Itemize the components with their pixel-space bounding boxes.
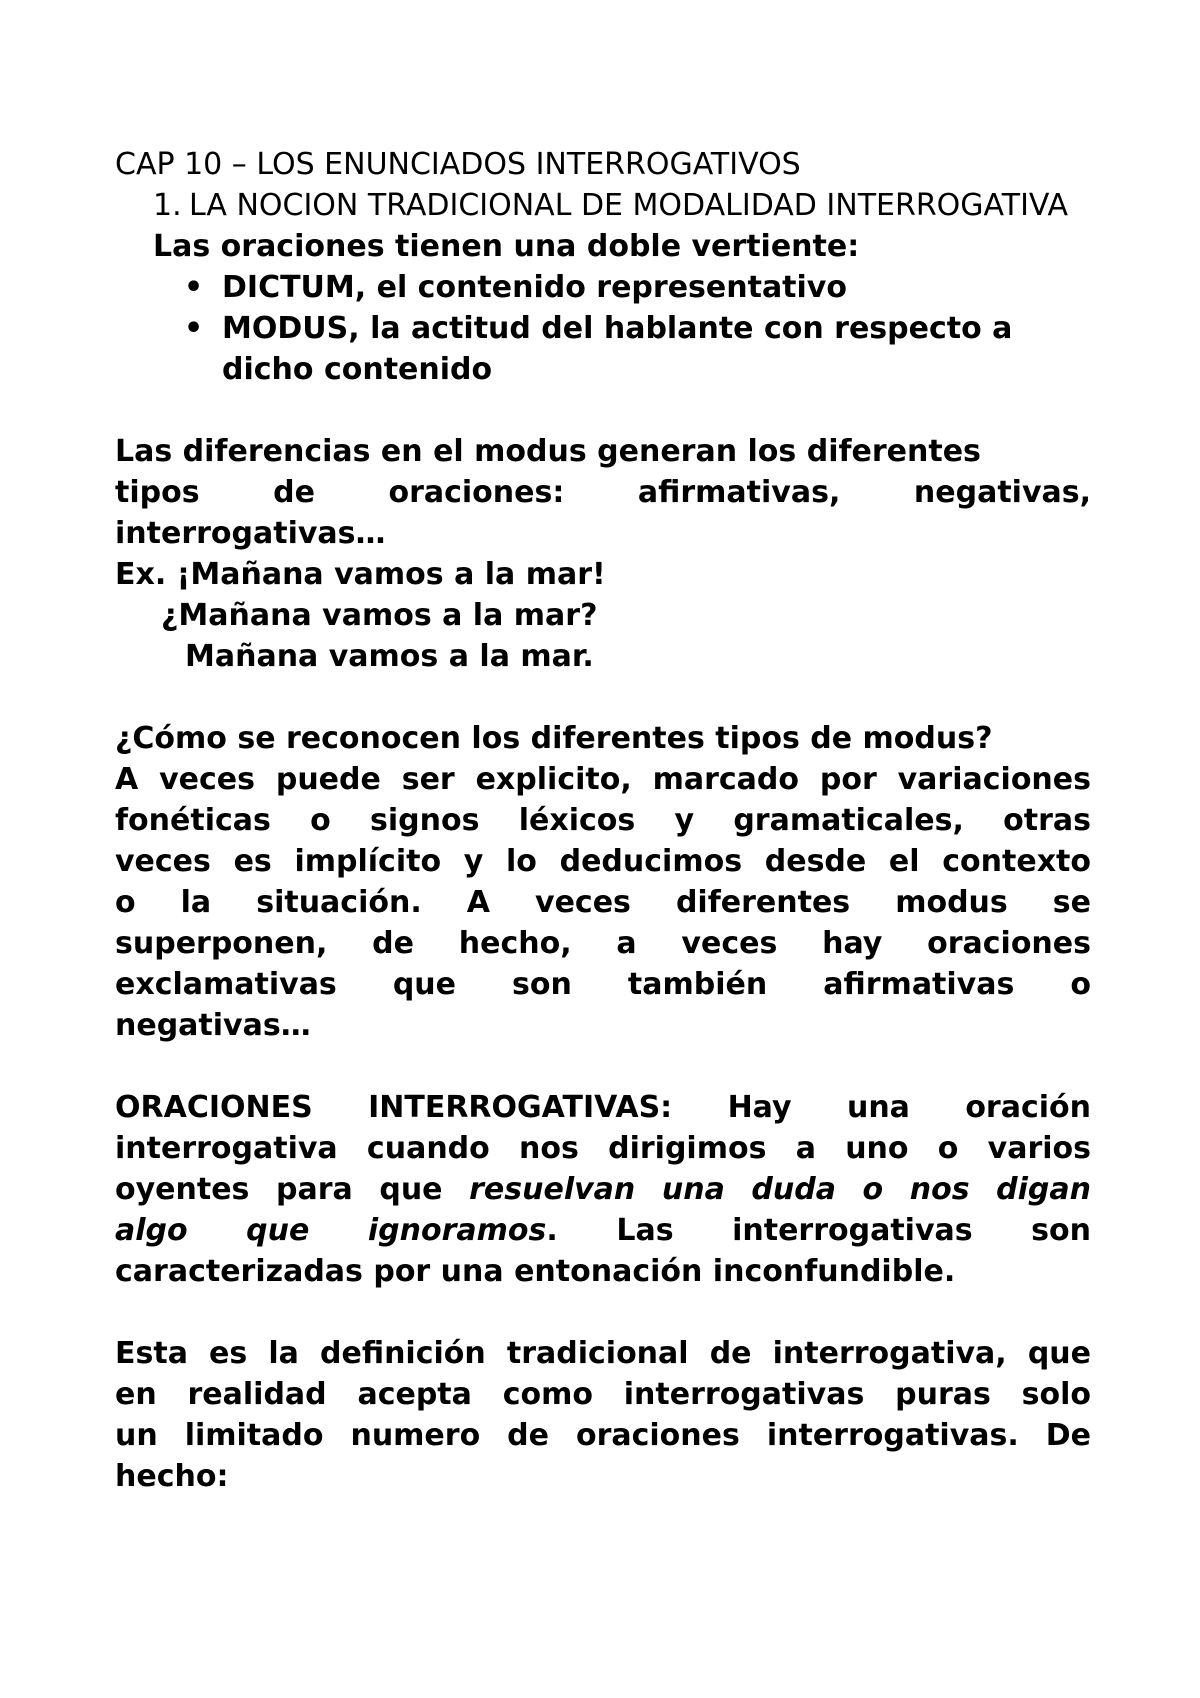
list-item bbox=[115, 267, 1091, 308]
bullet-marker: • bbox=[184, 270, 204, 305]
example-interrogative: ¿Mañana vamos a la mar? bbox=[161, 598, 598, 633]
chapter-title: CAP 10 – LOS ENUNCIADOS INTERROGATIVOS bbox=[115, 147, 801, 182]
paragraph-line: veces es implícito y lo deducimos desde el contexto bbox=[115, 844, 1091, 879]
paragraph-line: caracterizadas por una entonación inconfundible. bbox=[115, 1254, 956, 1289]
paragraph-line: Las diferencias en el modus generan los diferentes bbox=[115, 434, 981, 469]
example-declarative: Mañana vamos a la mar. bbox=[185, 639, 594, 674]
paragraph-line: interrogativas… bbox=[115, 516, 386, 551]
spacer bbox=[115, 390, 1091, 431]
section-heading bbox=[115, 185, 1091, 226]
paragraph-line: o la situación. A veces diferentes modus se bbox=[115, 885, 1091, 920]
list-item bbox=[115, 308, 1091, 390]
document-body bbox=[115, 144, 1091, 1497]
paragraph-question: ¿Cómo se reconocen los diferentes tipos de modus? bbox=[115, 721, 993, 756]
paragraph-line bbox=[115, 1210, 1091, 1251]
paragraph-line: superponen, de hecho, a veces hay oraciones bbox=[115, 926, 1091, 961]
section-title: LA NOCION TRADICIONAL DE MODALIDAD INTERROGATIVA bbox=[189, 188, 1069, 223]
bullet-text-modus: MODUS, la actitud del hablante con respecto a dicho contenido bbox=[222, 311, 1013, 387]
spacer bbox=[115, 1046, 1091, 1087]
paragraph-text: . Las interrogativas son bbox=[546, 1213, 1091, 1248]
bullet-list bbox=[115, 267, 1091, 390]
paragraph-modus-types bbox=[115, 431, 1091, 554]
paragraph-line: exclamativas que son también afirmativas o bbox=[115, 967, 1091, 1002]
intro-line: Las oraciones tienen una doble vertiente: bbox=[153, 229, 860, 264]
example-exclamative: Ex. ¡Mañana vamos a la mar! bbox=[115, 557, 606, 592]
bullet-text-dictum: DICTUM, el contenido representativo bbox=[222, 270, 847, 305]
paragraph-traditional-definition bbox=[115, 1333, 1091, 1497]
paragraph-line: tipos de oraciones: afirmativas, negativas, bbox=[115, 475, 1091, 510]
paragraph-line: en realidad acepta como interrogativas puras solo bbox=[115, 1377, 1091, 1412]
paragraph-line: fonéticas o signos léxicos y gramaticales, otras bbox=[115, 803, 1091, 838]
paragraph-recognition bbox=[115, 718, 1091, 1046]
emphasized-text: resuelvan una duda o nos digan bbox=[469, 1172, 1091, 1207]
paragraph-line: un limitado numero de oraciones interrogativas. De bbox=[115, 1418, 1091, 1453]
paragraph-line: hecho: bbox=[115, 1459, 229, 1494]
spacer bbox=[115, 677, 1091, 718]
bullet-marker: • bbox=[184, 311, 204, 346]
spacer bbox=[115, 1292, 1091, 1333]
paragraph-line: Esta es la definición tradicional de interrogativa, que bbox=[115, 1336, 1091, 1371]
paragraph-text: oyentes para que bbox=[115, 1172, 470, 1207]
paragraph-line: A veces puede ser explicito, marcado por variaciones bbox=[115, 762, 1091, 797]
paragraph-interrogative-definition bbox=[115, 1087, 1091, 1292]
paragraph-line: interrogativa cuando nos dirigimos a uno o varios bbox=[115, 1131, 1091, 1166]
emphasized-text: algo que ignoramos bbox=[115, 1213, 547, 1248]
section-number: 1. bbox=[153, 188, 182, 223]
examples-block bbox=[115, 554, 1091, 677]
paragraph-line: negativas… bbox=[115, 1008, 311, 1043]
paragraph-line: ORACIONES INTERROGATIVAS: Hay una oración bbox=[115, 1090, 1091, 1125]
paragraph-line bbox=[115, 1169, 1091, 1210]
